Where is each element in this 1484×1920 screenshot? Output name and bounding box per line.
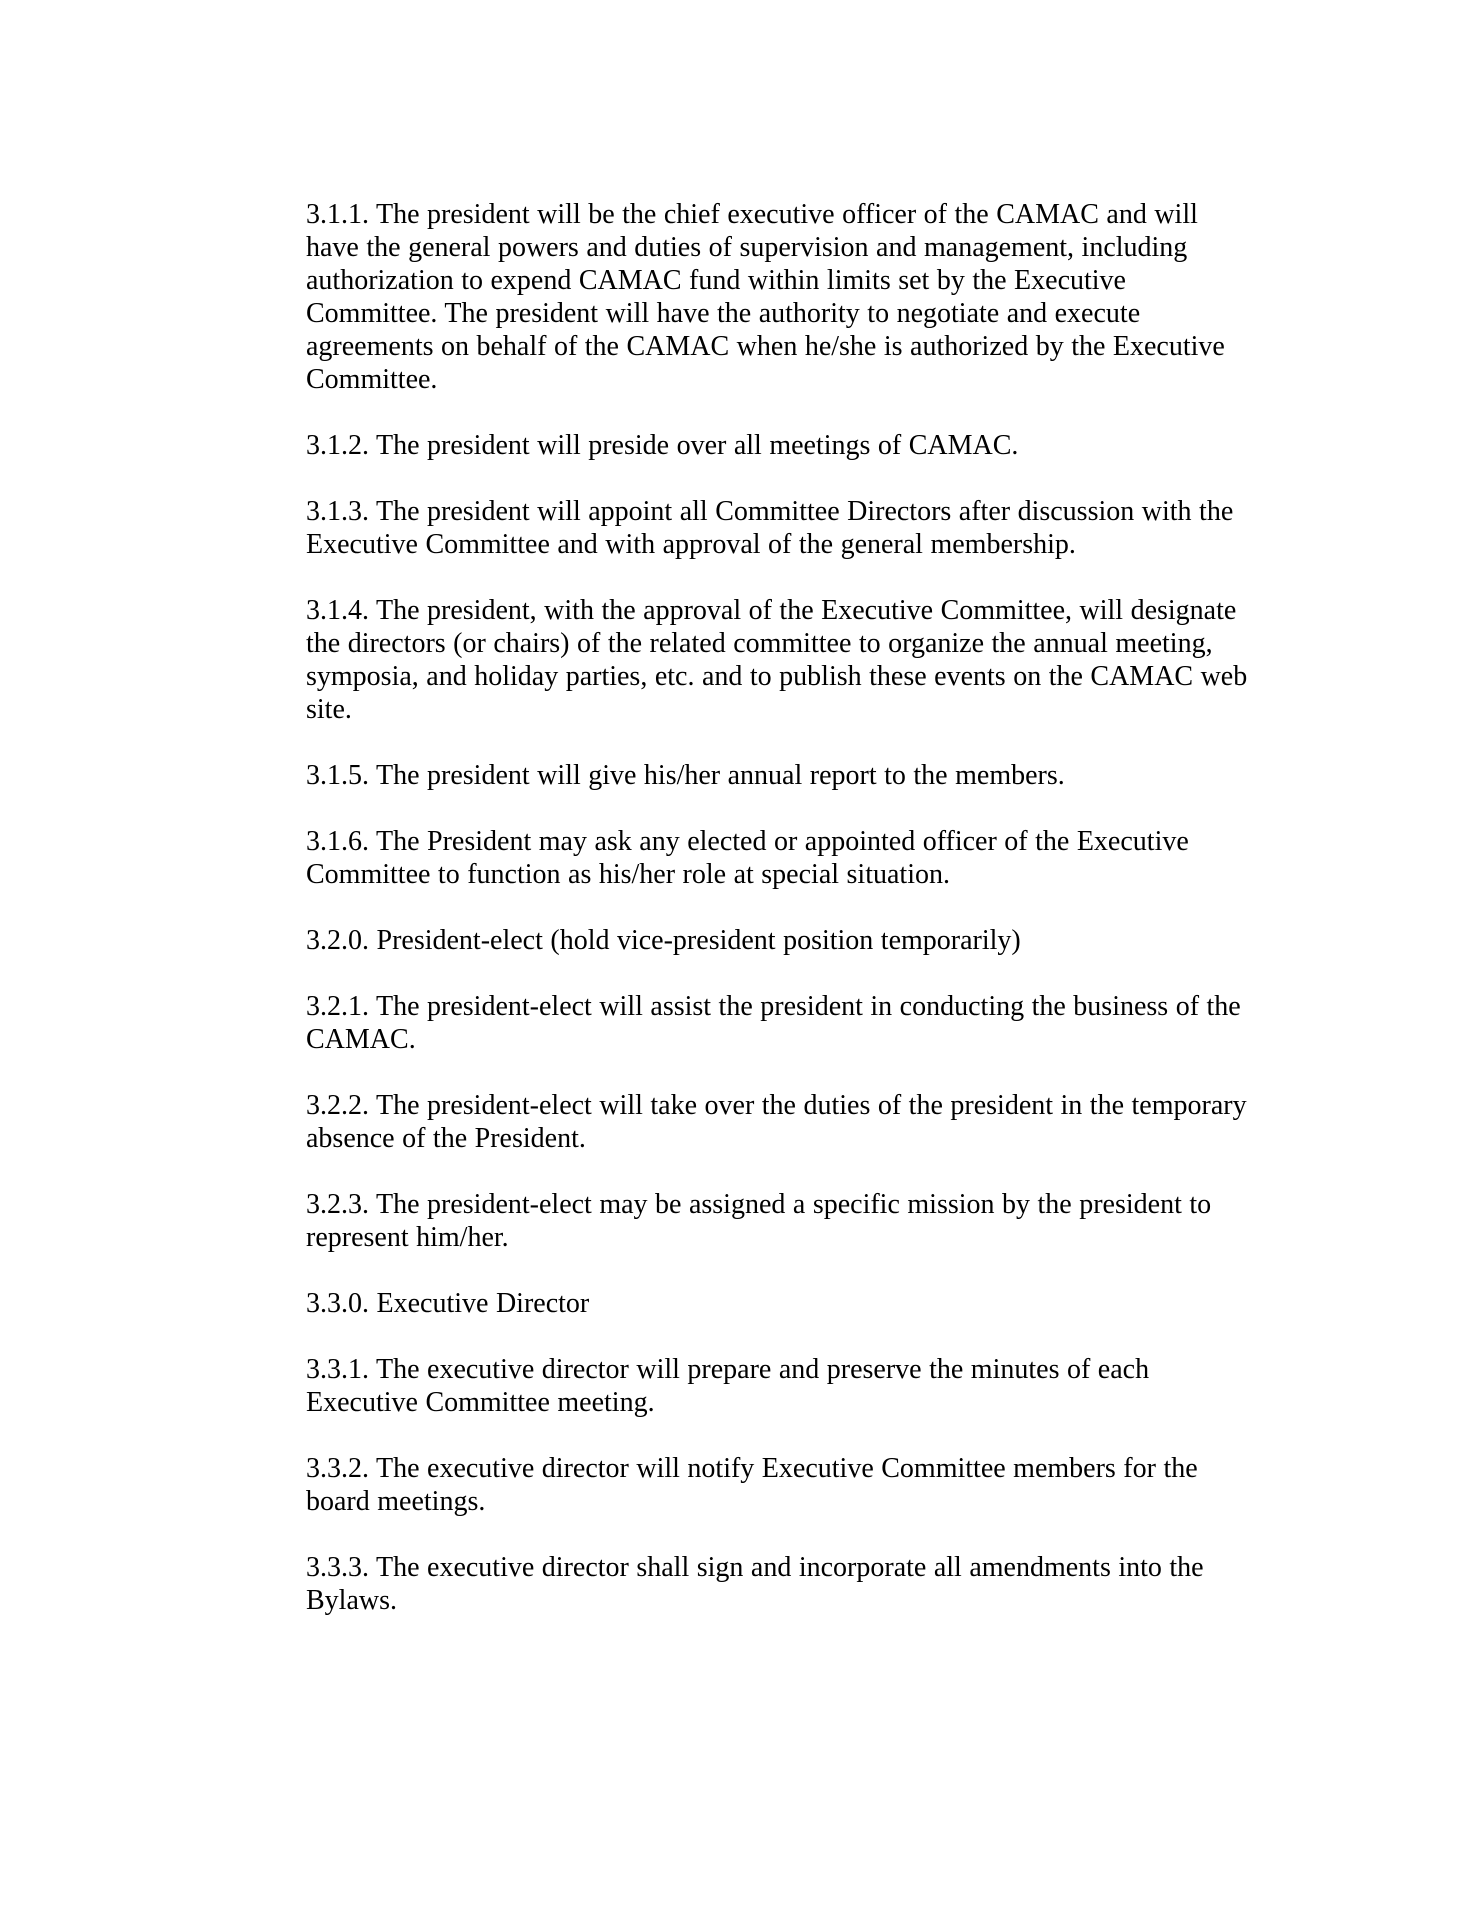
paragraph-3-1-2: 3.1.2. The president will preside over all meetings of CAMAC. xyxy=(306,430,1019,461)
paragraph-3-1-6: 3.1.6. The President may ask any elected or appointed officer of the Executive Committee to function as his/her role at special situation. xyxy=(306,826,1189,890)
paragraph-3-1-5: 3.1.5. The president will give his/her annual report to the members. xyxy=(306,760,1065,791)
document-body-text xyxy=(306,198,1258,1650)
paragraph-3-1-3: 3.1.3. The president will appoint all Committee Directors after discussion with the Executive Committee and with approval of the general membership. xyxy=(306,496,1234,560)
paragraph-3-3-3: 3.3.3. The executive director shall sign and incorporate all amendments into the Bylaws. xyxy=(306,1552,1204,1616)
paragraph-3-2-3: 3.2.3. The president-elect may be assigned a specific mission by the president to represent him/her. xyxy=(306,1189,1212,1253)
paragraph-3-2-0: 3.2.0. President-elect (hold vice-president position temporarily) xyxy=(306,925,1021,956)
paragraph-3-2-1: 3.2.1. The president-elect will assist the president in conducting the business of the CAMAC. xyxy=(306,991,1241,1055)
paragraph-3-3-2: 3.3.2. The executive director will notify Executive Committee members for the board meetings. xyxy=(306,1453,1198,1517)
paragraph-3-3-1: 3.3.1. The executive director will prepare and preserve the minutes of each Executive Committee meeting. xyxy=(306,1354,1150,1418)
paragraph-3-1-1: 3.1.1. The president will be the chief executive officer of the CAMAC and will have the general powers and duties of supervision and management, including authorization to expend CAMAC fund within limits set by the Executive Committee. The president will have the authority to negotiate and execute agreements on behalf of the CAMAC when he/she is authorized by the Executive Committee. xyxy=(306,199,1225,395)
paragraph-3-3-0: 3.3.0. Executive Director xyxy=(306,1288,590,1319)
paragraph-3-1-4: 3.1.4. The president, with the approval of the Executive Committee, will designate the directors (or chairs) of the related committee to organize the annual meeting, symposia, and holiday parties, etc. and to publish these events on the CAMAC web site. xyxy=(306,595,1248,725)
paragraph-3-2-2: 3.2.2. The president-elect will take over the duties of the president in the temporary absence of the President. xyxy=(306,1090,1247,1154)
